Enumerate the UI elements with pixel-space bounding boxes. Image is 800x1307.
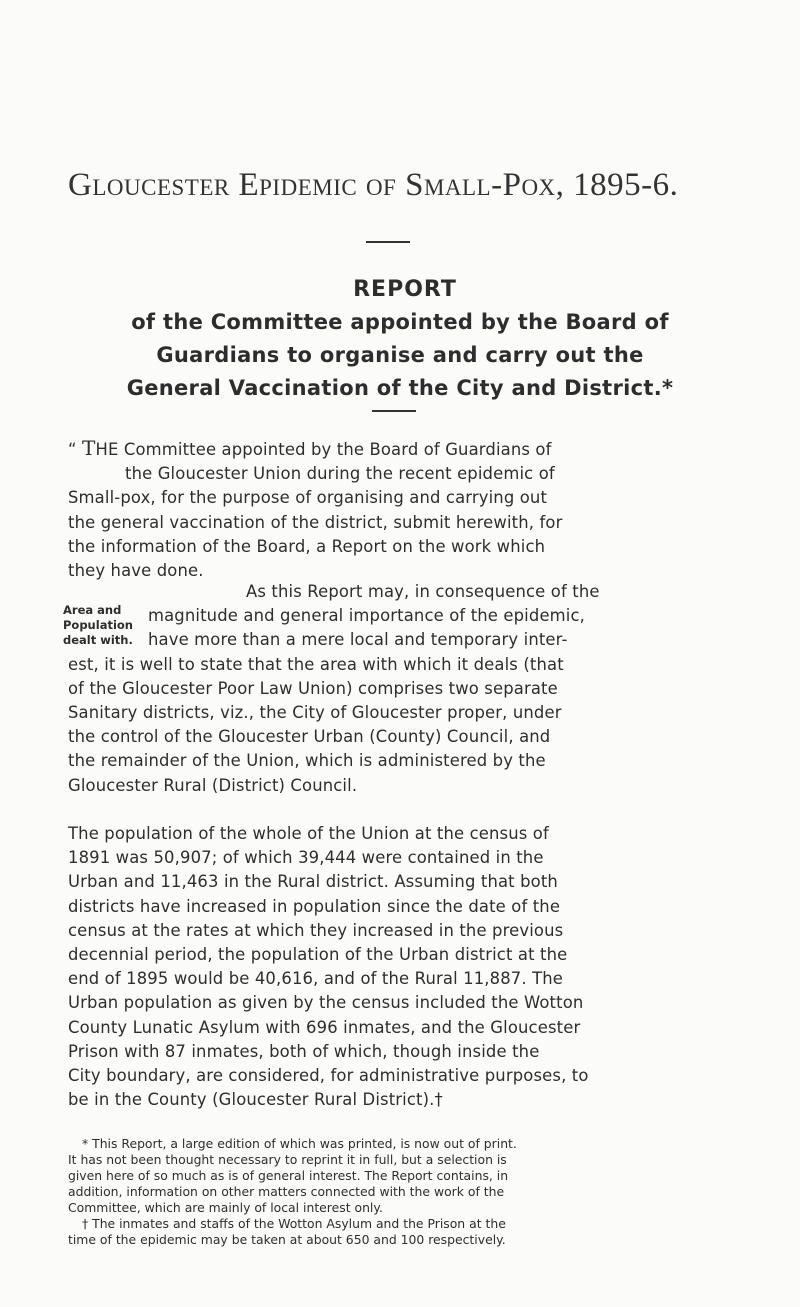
- divider-rule-bottom: [372, 410, 416, 412]
- title-line-2: Guardians to organise and carry out the: [156, 343, 644, 367]
- paragraph-intro: [68, 436, 774, 583]
- footnote-1-line-5: Committee, which are mainly of local interest only.: [68, 1200, 383, 1215]
- area-line-8: the remainder of the Union, which is administered by the: [68, 751, 546, 771]
- footnote-1-line-1: * This Report, a large edition of which was printed, is now out of print.: [82, 1136, 517, 1151]
- area-line-1: As this Report may, in consequence of the: [246, 582, 600, 601]
- census-line-9: County Lunatic Asylum with 696 inmates, and the Gloucester: [68, 1017, 581, 1037]
- census-line-2: 1891 was 50,907; of which 39,444 were contained in the: [68, 848, 544, 868]
- title-line-1: of the Committee appointed by the Board of: [131, 310, 669, 334]
- drop-cap-letter: T: [82, 436, 96, 460]
- footnote-2-line-2: time of the epidemic may be taken at about 650 and 100 respectively.: [68, 1232, 506, 1247]
- footnote-1-line-3: given here of so much as is of general interest. The Report contains, in: [68, 1168, 509, 1183]
- census-line-6: decennial period, the population of the Urban district at the: [68, 945, 568, 965]
- paragraph-area-population: [68, 580, 774, 798]
- area-line-5: of the Gloucester Poor Law Union) comprises two separate: [68, 678, 558, 698]
- census-line-10: Prison with 87 inmates, both of which, though inside the: [68, 1041, 540, 1061]
- area-line-6: Sanitary districts, viz., the City of Gloucester proper, under: [68, 703, 562, 723]
- intro-line-4: the general vaccination of the district, submit herewith, for: [68, 512, 563, 532]
- census-line-7: end of 1895 would be 40,616, and of the Rural 11,887. The: [68, 969, 564, 989]
- intro-line-6: they have done.: [68, 561, 204, 581]
- census-line-4: districts have increased in population since the date of the: [68, 896, 561, 916]
- report-title-block: [40, 274, 760, 405]
- title-line-3: General Vaccination of the City and District.*: [126, 376, 674, 400]
- intro-line-5: the information of the Board, a Report on the work which: [68, 536, 546, 556]
- footnote-1-line-4: addition, information on other matters connected with the work of the: [68, 1184, 505, 1199]
- margin-note: Area and Population dealt with.: [63, 603, 133, 647]
- area-line-3: have more than a mere local and temporary inter-: [148, 630, 568, 650]
- running-head: Gloucester Epidemic of Small-Pox, 1895-6.: [68, 167, 679, 203]
- census-line-3: Urban and 11,463 in the Rural district. Assuming that both: [68, 872, 558, 892]
- divider-rule-top: [366, 241, 410, 243]
- footnote-1-line-2: It has not been thought necessary to reprint it in full, but a selection is: [68, 1152, 507, 1167]
- area-line-4: est, it is well to state that the area with which it deals (that: [68, 654, 564, 674]
- intro-line-2: the Gloucester Union during the recent epidemic of: [125, 464, 555, 484]
- footnote-2-line-1: † The inmates and staffs of the Wotton Asylum and the Prison at the: [82, 1216, 506, 1231]
- report-heading: REPORT: [353, 277, 457, 302]
- intro-line-1: “ THE Committee appointed by the Board of Guardians of: [68, 436, 552, 460]
- paragraph-census: [68, 822, 774, 1112]
- intro-line-3: Small-pox, for the purpose of organising and carrying out: [68, 488, 548, 508]
- census-line-11: City boundary, are considered, for administrative purposes, to: [68, 1066, 589, 1086]
- area-line-2: magnitude and general importance of the epidemic,: [148, 606, 586, 626]
- area-line-9: Gloucester Rural (District) Council.: [68, 775, 358, 795]
- footnotes: [68, 1136, 774, 1248]
- census-line-12: be in the County (Gloucester Rural District).†: [68, 1090, 443, 1110]
- census-line-8: Urban population as given by the census included the Wotton: [68, 993, 584, 1013]
- census-line-1: The population of the whole of the Union at the census of: [68, 824, 549, 843]
- area-line-7: the control of the Gloucester Urban (County) Council, and: [68, 727, 551, 747]
- census-line-5: census at the rates at which they increased in the previous: [68, 920, 564, 940]
